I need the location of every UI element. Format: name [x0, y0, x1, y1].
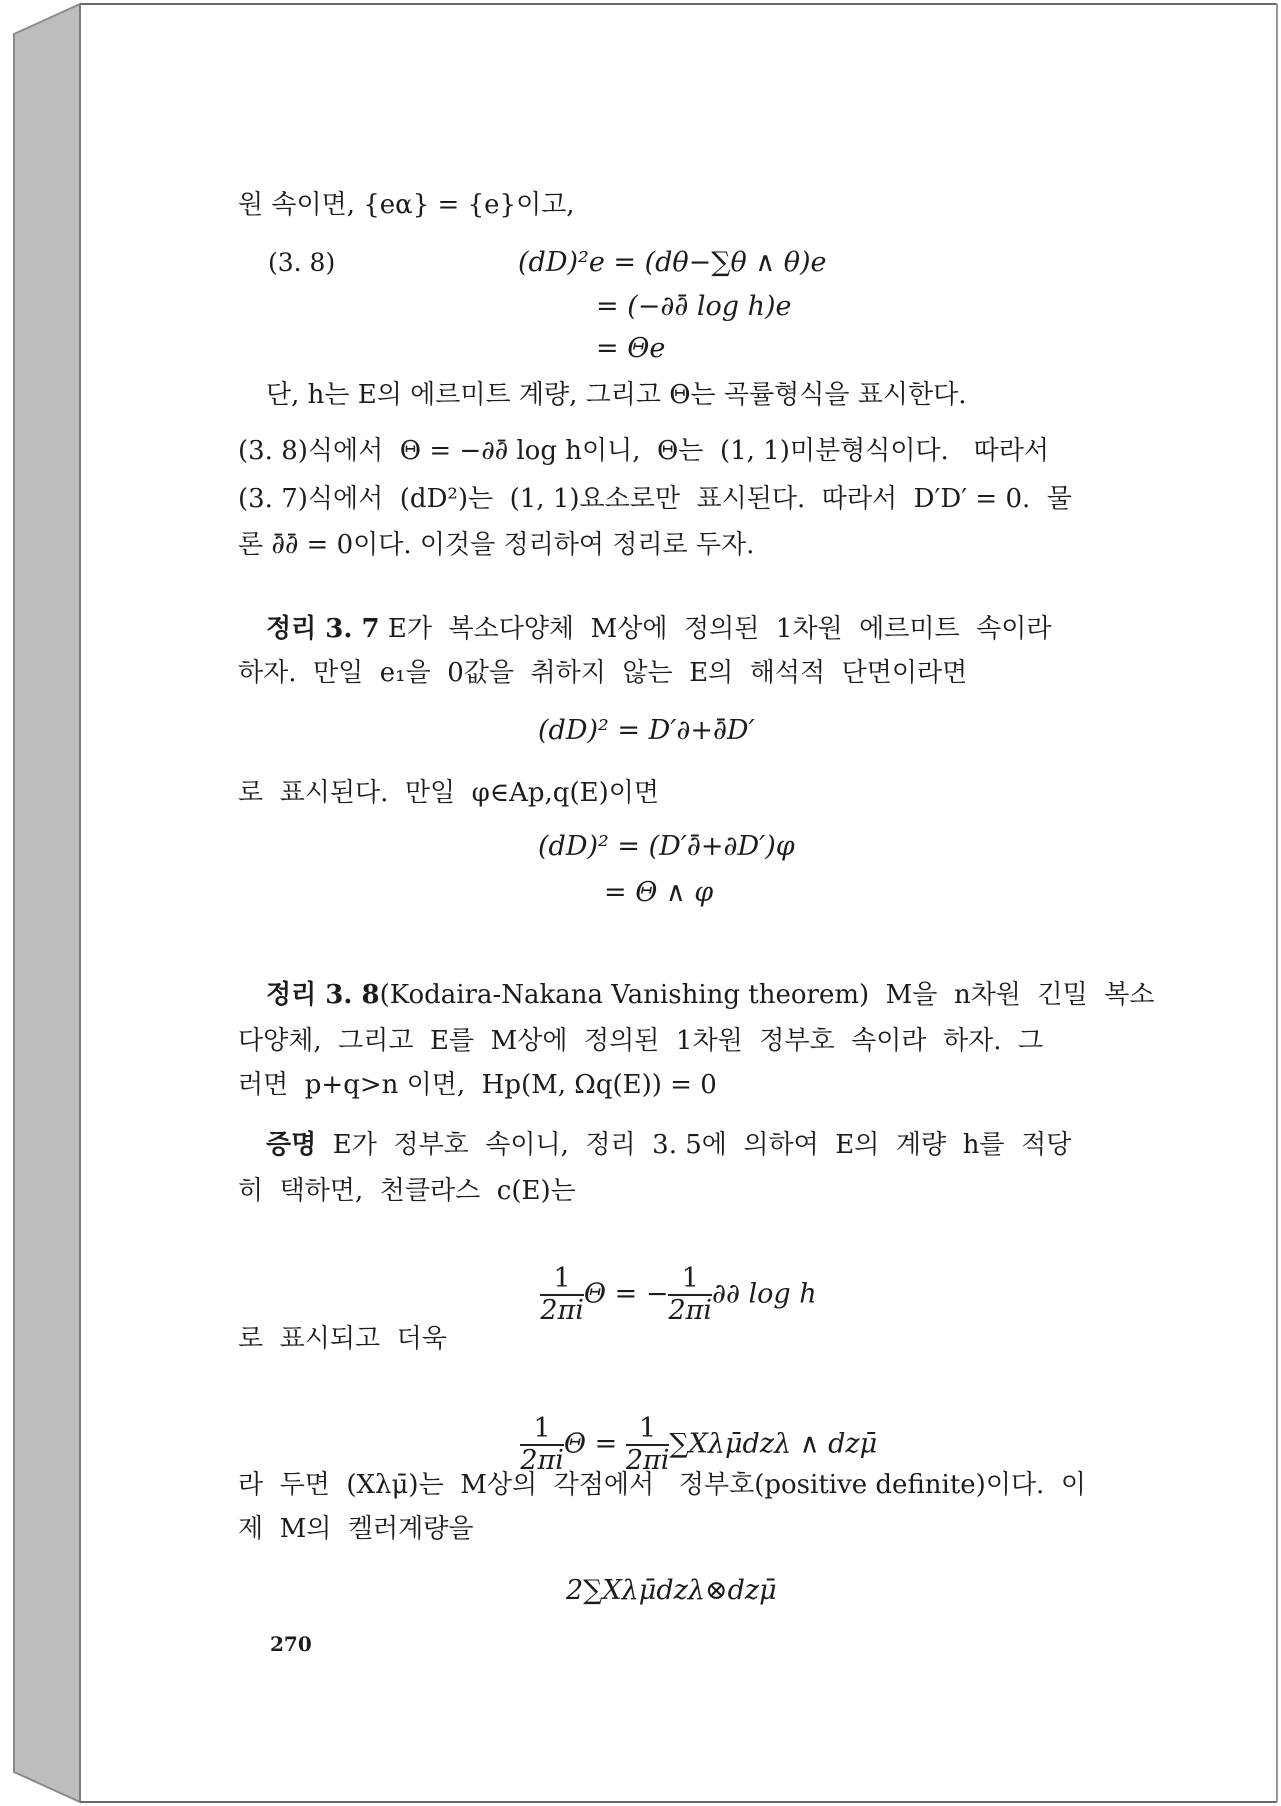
- equation-line: = Θe: [596, 333, 666, 364]
- text-line: 로 표시되고 더욱: [238, 1324, 447, 1354]
- text-line: 제 M의 켈러계량을: [238, 1514, 474, 1544]
- text-line: (3. 8)식에서 Θ = −∂∂̄ log h이니, Θ는 (1, 1)미분형식이다. 따라서: [238, 436, 1049, 466]
- equation-line: = Θ ∧ φ: [604, 877, 714, 908]
- fraction-denominator: 2πi: [625, 1445, 670, 1476]
- equation-fraction-line: [506, 1234, 817, 1356]
- proof-label: 증명: [266, 1130, 317, 1160]
- fraction-numerator: 1: [626, 1414, 670, 1446]
- equation-text: Θ =: [563, 1428, 626, 1460]
- fraction-numerator: 1: [668, 1264, 712, 1296]
- fraction: [668, 1264, 712, 1326]
- text-line: 히 택하면, 천클라스 c(E)는: [238, 1176, 576, 1206]
- equation-text: ∑Xλμ̄dzλ ∧ dzμ̄: [669, 1428, 878, 1460]
- theorem-text: (Kodaira-Nakana Vanishing theorem) M을 n차원 긴밀 복소: [379, 980, 1155, 1010]
- equation-line: = (−∂∂̄ log h)e: [596, 291, 792, 322]
- theorem-3-8: [266, 976, 1154, 1014]
- equation-number: (3. 8): [268, 248, 336, 277]
- proof-text: E가 정부호 속이니, 정리 3. 5에 의하여 E의 계량 h를 적당: [316, 1130, 1072, 1160]
- theorem-text: E가 복소다양체 M상에 정의된 1차원 에르미트 속이라: [379, 614, 1052, 644]
- theorem-3-7: [266, 610, 1051, 648]
- fraction-denominator: 2πi: [520, 1445, 564, 1476]
- equation-line: (dD)² = D′∂+∂̄D′: [538, 715, 755, 746]
- equation-line: (dD)²e = (dθ−∑θ ∧ θ)e: [518, 247, 827, 278]
- theorem-label: 정리 3. 7: [266, 614, 380, 644]
- text-line: 라 두면 (Xλμ̄)는 M상의 각점에서 정부호(positive definite)이다. 이: [238, 1470, 1086, 1500]
- text-line: 단, h는 E의 에르미트 계량, 그리고 Θ는 곡률형식을 표시한다.: [266, 380, 967, 410]
- equation-line: (dD)² = (D′∂̄+∂D′)φ: [538, 831, 795, 862]
- fraction-numerator: 1: [540, 1264, 584, 1296]
- equation-line: 2∑Xλμ̄dzλ⊗dzμ̄: [566, 1575, 777, 1606]
- fraction-numerator: 1: [520, 1414, 564, 1446]
- fraction-denominator: 2πi: [668, 1295, 713, 1326]
- proof: [266, 1126, 1071, 1164]
- equation-text: Θ = −: [583, 1278, 669, 1310]
- text-line: 러면 p+q>n 이면, Hp(M, Ωq(E)) = 0: [238, 1070, 717, 1100]
- fraction: [540, 1264, 584, 1326]
- text-line: (3. 7)식에서 (dD²)는 (1, 1)요소로만 표시된다. 따라서 D′D′ = 0. 물: [238, 484, 1072, 514]
- text-line: 원 속이면, {eα} = {e}이고,: [238, 190, 575, 220]
- fraction-denominator: 2πi: [540, 1295, 584, 1326]
- text-line: 하자. 만일 e₁을 0값을 취하지 않는 E의 해석적 단면이라면: [238, 658, 968, 688]
- equation-text: ∂∂ log h: [712, 1278, 817, 1310]
- text-line: 로 표시된다. 만일 φ∈Ap,q(E)이면: [238, 778, 659, 808]
- page-number: 270: [270, 1632, 312, 1656]
- theorem-label: 정리 3. 8: [266, 980, 380, 1010]
- text-line: 다양체, 그리고 E를 M상에 정의된 1차원 정부호 속이라 하자. 그: [238, 1026, 1044, 1056]
- text-line: 론 ∂̄∂̄ = 0이다. 이것을 정리하여 정리로 두자.: [238, 530, 755, 560]
